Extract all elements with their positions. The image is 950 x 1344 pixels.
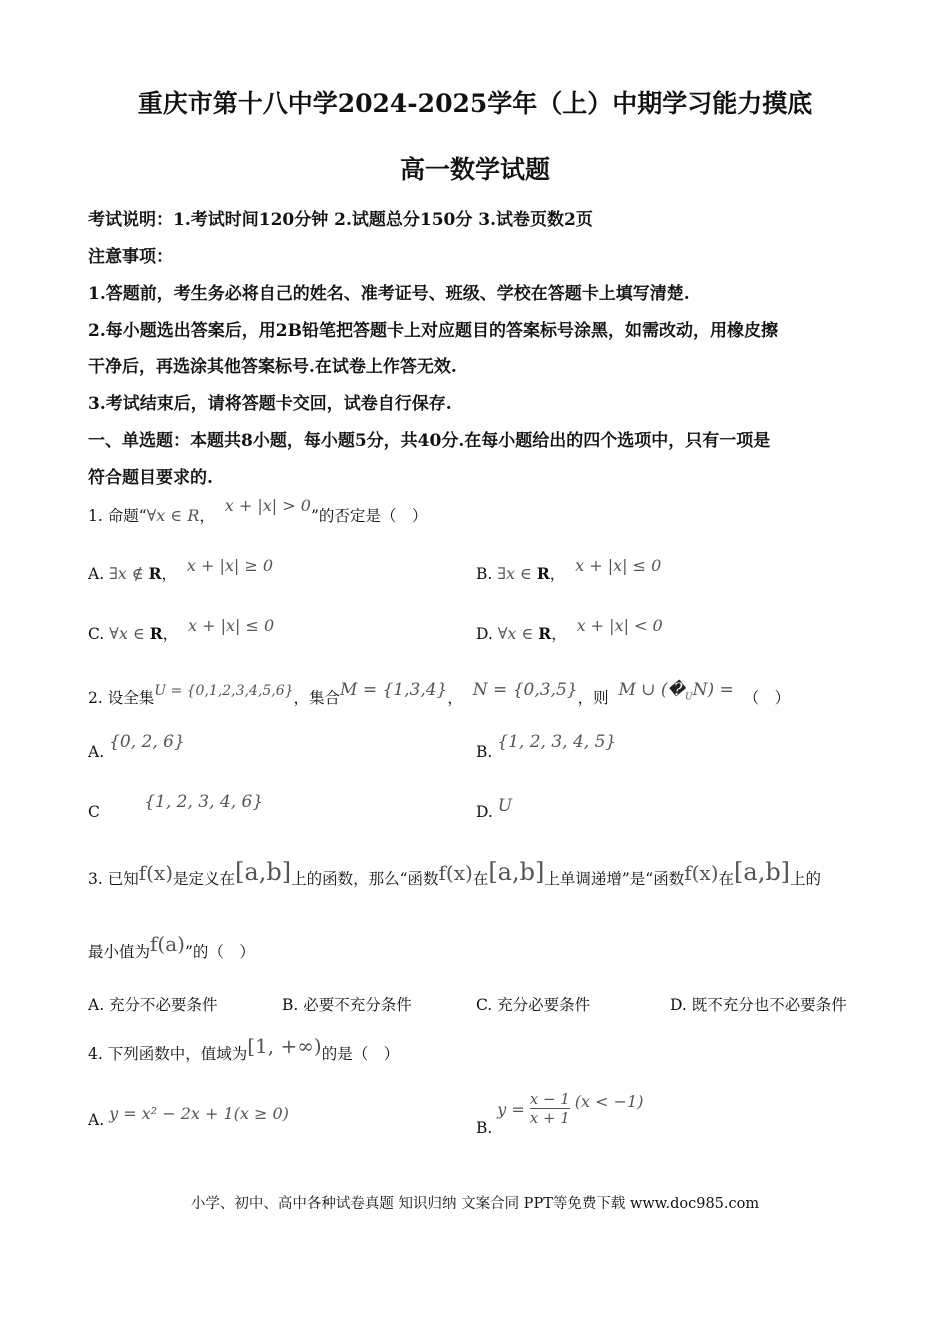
question-4	[88, 1034, 400, 1064]
q3-text-4: 上单调递增”是“函数	[544, 870, 685, 888]
option-label: D.	[476, 803, 493, 821]
q1-a-set: R	[148, 564, 162, 583]
q1-b-quantifier: ∃x ∈	[497, 564, 532, 583]
q2-text-3: ，则	[577, 689, 609, 707]
q2-option-a	[88, 732, 185, 762]
q1-b-set: R	[536, 564, 550, 583]
q4-b-lhs: y =	[497, 1099, 525, 1119]
q2-set-n: N = {0,3,5}	[472, 680, 578, 700]
q2-set-m: M = {1,3,4}	[340, 680, 448, 700]
q1-a-quantifier: ∃x ∉	[109, 564, 144, 583]
q1-d-set: R	[538, 624, 552, 643]
q1-b-expr: x + |x| ≤ 0	[575, 556, 662, 575]
section-heading-line-2: 符合题目要求的.	[88, 468, 213, 488]
q2-option-c	[88, 792, 264, 822]
question-3-line-1	[88, 858, 822, 890]
q3-text-2: 上的函数，那么“函数	[291, 870, 439, 888]
q4-prefix: 4. 下列函数中，值域为	[88, 1045, 248, 1063]
option-label: C	[88, 803, 100, 821]
q3-option-c: C. 充分必要条件	[476, 996, 591, 1014]
q2-expr-part-1: M ∪ (	[618, 680, 668, 700]
q2-complement-sub: U	[685, 692, 693, 703]
q2-c-value: {1, 2, 3, 4, 6}	[144, 792, 264, 812]
option-label: B.	[476, 743, 493, 761]
q1-quantifier: ∀x ∈ R	[146, 506, 200, 525]
option-label: A.	[88, 1111, 105, 1129]
q1-c-quantifier: ∀x ∈	[109, 624, 145, 643]
q1-c-comma: ，	[162, 625, 179, 643]
q2-expr-part-2: N) =	[692, 680, 734, 700]
q2-suffix: （ ）	[743, 689, 791, 707]
note-2-line-1: 2.每小题选出答案后，用2B铅笔把答题卡上对应题目的答案标号涂黑，如需改动，用橡皮擦	[88, 321, 778, 341]
q4-b-denominator: x + 1	[529, 1109, 570, 1127]
q3-interval-3: [a,b]	[734, 858, 791, 886]
option-label: C.	[88, 625, 105, 643]
q1-suffix: ”的否定是（ ）	[310, 507, 428, 525]
q2-b-value: {1, 2, 3, 4, 5}	[497, 732, 617, 752]
q2-text-1: ，集合	[293, 689, 341, 707]
q2-complement-glyph: �	[667, 680, 685, 700]
q1-c-set: R	[149, 624, 163, 643]
option-label: B.	[476, 1118, 493, 1137]
question-1	[88, 496, 428, 526]
q4-option-b	[476, 1090, 644, 1137]
q4-b-condition: (x < −1)	[574, 1091, 644, 1111]
page-footer: 小学、初中、高中各种试卷真题 知识归纳 文案合同 PPT等免费下载 www.doc985.com	[190, 1196, 760, 1212]
q1-option-b	[476, 556, 662, 584]
q3-option-a: A. 充分不必要条件	[88, 996, 218, 1014]
q1-d-quantifier: ∀x ∈	[497, 624, 534, 643]
q1-option-a	[88, 556, 274, 584]
q1-c-expr: x + |x| ≤ 0	[187, 616, 275, 635]
question-2	[88, 680, 791, 710]
q3-func-1: f(x)	[138, 861, 174, 885]
option-label: A.	[88, 565, 105, 583]
option-label: A.	[88, 743, 105, 761]
page-subtitle: 高一数学试题	[399, 155, 550, 184]
q4-range: [1, +∞)	[247, 1034, 322, 1058]
q3-line2-suffix: ”的（ ）	[184, 943, 255, 961]
q3-text-3: 在	[472, 870, 489, 888]
q2-text-2: ，	[447, 689, 463, 707]
question-3-line-2	[88, 932, 255, 962]
q1-d-expr: x + |x| < 0	[576, 616, 663, 635]
q1-prefix: 1. 命题“	[88, 507, 147, 525]
q4-b-fraction	[530, 1090, 570, 1127]
section-heading-line-1: 一、单选题：本题共8小题，每小题5分，共40分.在每小题给出的四个选项中，只有一项是	[88, 431, 771, 451]
note-2-line-2: 干净后，再选涂其他答案标号.在试卷上作答无效.	[88, 357, 457, 377]
q4-suffix: 的是（ ）	[321, 1045, 400, 1063]
q3-func-3: f(x)	[684, 861, 719, 885]
q3-option-d: D. 既不充分也不必要条件	[670, 996, 847, 1014]
exam-info: 考试说明：1.考试时间120分钟 2.试题总分150分 3.试卷页数2页	[88, 210, 593, 230]
q4-b-numerator: x − 1	[529, 1090, 570, 1108]
q3-text-5: 在	[718, 870, 735, 888]
q3-func-2: f(x)	[438, 861, 473, 885]
option-label: B.	[476, 565, 493, 583]
q1-a-comma: ，	[161, 565, 178, 583]
q2-option-d	[476, 796, 513, 822]
q3-prefix: 3. 已知	[88, 870, 139, 888]
note-1: 1.答题前，考生务必将自己的姓名、准考证号、班级、学校在答题卡上填写清楚.	[88, 284, 690, 304]
q3-line2-prefix: 最小值为	[88, 943, 151, 961]
q1-sep: ，	[199, 507, 215, 525]
q3-text-1: 是定义在	[173, 870, 236, 888]
q3-interval-2: [a,b]	[488, 858, 545, 886]
q2-a-value: {0, 2, 6}	[109, 732, 185, 752]
q1-option-c	[88, 616, 275, 644]
q3-func-a: f(a)	[150, 932, 185, 956]
q4-a-expr: y = x² − 2x + 1(x ≥ 0)	[109, 1104, 289, 1123]
q2-prefix: 2. 设全集	[88, 689, 155, 707]
q3-interval-1: [a,b]	[235, 858, 292, 886]
q3-text-6: 上的	[790, 870, 822, 888]
q2-d-value: U	[497, 796, 513, 816]
option-label: D.	[476, 625, 493, 643]
q2-option-b	[476, 732, 617, 762]
q1-d-comma: ，	[551, 625, 567, 643]
q1-proposition: x + |x| > 0	[224, 496, 311, 515]
q1-b-comma: ，	[549, 565, 566, 583]
page-title: 重庆市第十八中学2024-2025学年（上）中期学习能力摸底	[137, 89, 813, 118]
q4-option-a	[88, 1104, 289, 1129]
q2-universal-set: U = {0,1,2,3,4,5,6}	[154, 683, 294, 699]
notes-title: 注意事项：	[88, 247, 173, 267]
q1-a-expr: x + |x| ≥ 0	[186, 556, 274, 575]
note-3: 3.考试结束后，请将答题卡交回，试卷自行保存.	[88, 394, 452, 414]
q1-option-d	[476, 616, 663, 644]
q3-option-b: B. 必要不充分条件	[282, 996, 412, 1014]
